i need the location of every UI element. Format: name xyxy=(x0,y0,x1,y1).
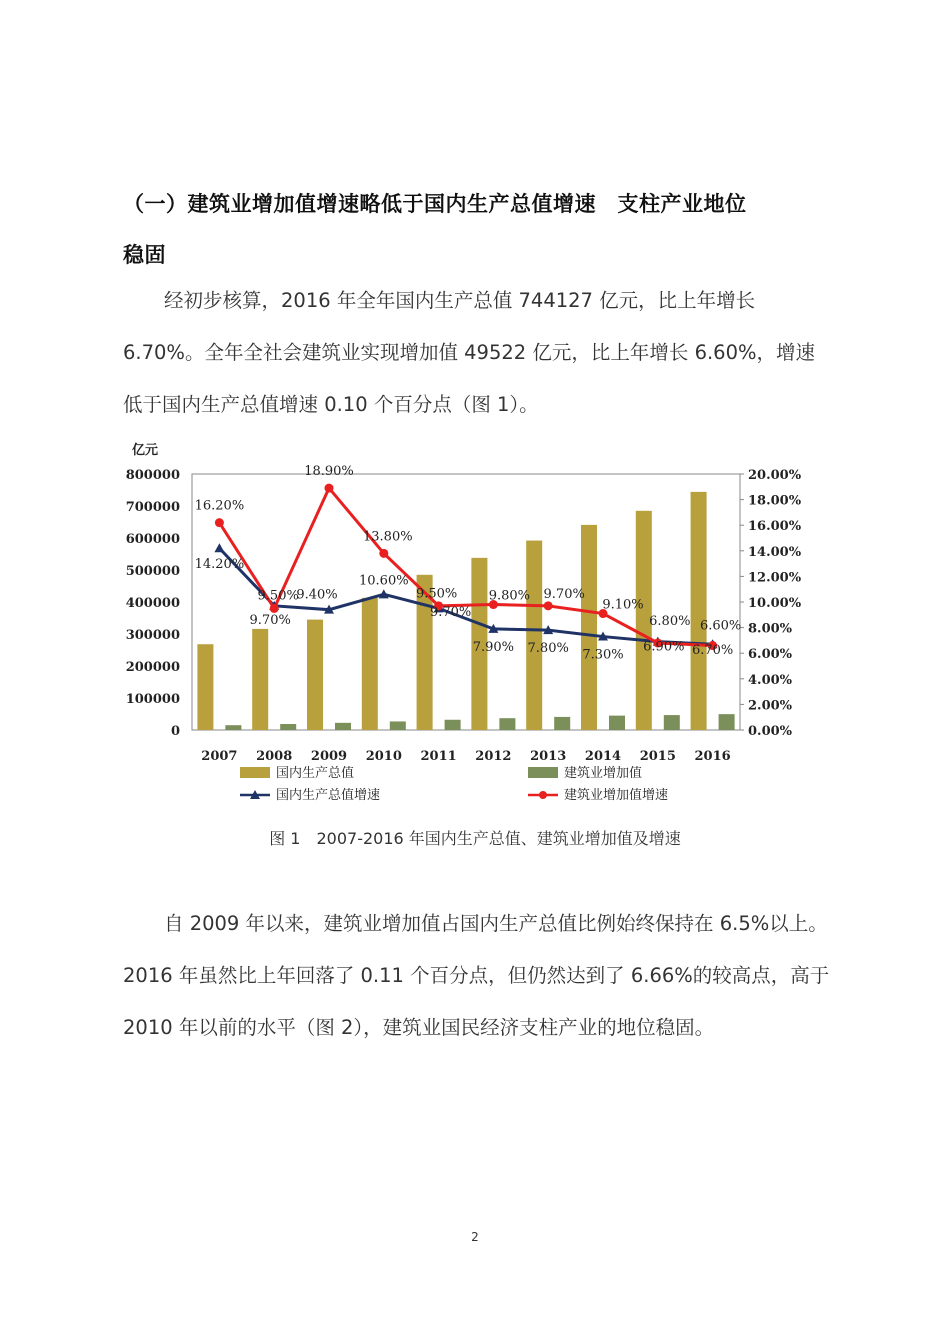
gdp-bar xyxy=(252,629,268,730)
left-axis-unit-label: 亿元 xyxy=(132,443,159,458)
left-axis-tick-label: 100000 xyxy=(125,692,180,707)
gdp-bar xyxy=(197,644,213,730)
x-axis-tick-label: 2010 xyxy=(365,749,402,764)
right-axis-tick-label: 2.00% xyxy=(748,698,793,714)
left-axis-tick-label: 300000 xyxy=(125,628,180,643)
x-axis-tick-label: 2013 xyxy=(530,749,567,764)
gdp-growth-data-label: 6.90% xyxy=(643,639,685,655)
right-axis-tick-label: 20.00% xyxy=(748,468,802,483)
right-axis-tick-label: 10.00% xyxy=(748,596,802,611)
gdp-construction-chart xyxy=(118,432,802,822)
gdp-growth-data-label: 14.20% xyxy=(194,557,245,573)
left-axis-tick-label: 600000 xyxy=(125,532,180,547)
legend-swatch-construction xyxy=(528,767,558,778)
construction-growth-point xyxy=(379,549,388,558)
x-axis-tick-label: 2016 xyxy=(694,749,731,764)
gdp-growth-data-label: 9.40% xyxy=(296,587,338,603)
gdp-bar xyxy=(307,620,323,730)
construction-bar xyxy=(390,721,406,730)
legend-marker-construction-growth xyxy=(539,791,547,799)
right-axis-tick-label: 0.00% xyxy=(748,724,793,739)
construction-growth-data-label: 18.90% xyxy=(304,464,354,480)
x-axis-tick-label: 2008 xyxy=(256,749,293,764)
left-axis-tick-label: 700000 xyxy=(125,500,180,515)
figure-caption: 图 1 2007-2016 年国内生产总值、建筑业增加值及增速 xyxy=(269,829,681,848)
construction-growth-data-label: 9.50% xyxy=(257,588,299,604)
gdp-growth-data-label: 9.50% xyxy=(415,586,458,602)
construction-growth-data-label: 6.80% xyxy=(649,613,691,629)
gdp-growth-data-label: 7.80% xyxy=(527,641,569,657)
gdp-bar xyxy=(691,492,707,730)
right-axis-tick-label: 16.00% xyxy=(748,519,802,535)
construction-bar xyxy=(335,723,351,730)
legend-label-gdp-growth: 国内生产总值增速 xyxy=(276,788,381,803)
legend-label-gdp: 国内生产总值 xyxy=(276,766,355,781)
paragraph-share-summary: 自 2009 年以来，建筑业增加值占国内生产总值比例始终保持在 6.5%以上。2016 年虽然比上年回落了 0.11 个百分点，但仍然达到了 6.66%的较高点，高于 2010 年以前的水平（图 2），建筑业国民经济支柱产业的地位稳固。 xyxy=(123,912,830,1039)
legend-label-construction-growth: 建筑业增加值增速 xyxy=(564,788,669,803)
left-axis-tick-label: 500000 xyxy=(125,564,180,579)
construction-growth-point xyxy=(270,604,279,613)
construction-bar xyxy=(664,715,680,730)
right-axis-tick-label: 18.00% xyxy=(748,493,802,509)
construction-growth-data-label: 9.10% xyxy=(602,597,644,613)
section-title-line1: （一）建筑业增加值增速略低于国内生产总值增速 支柱产业地位 xyxy=(123,192,747,216)
x-axis-tick-label: 2015 xyxy=(639,749,676,764)
construction-growth-point xyxy=(544,601,553,610)
page-number: 2 xyxy=(471,1230,479,1244)
left-axis-tick-label: 0 xyxy=(170,724,180,739)
construction-growth-point xyxy=(325,484,334,493)
gdp-growth-data-label: 9.70% xyxy=(249,612,291,628)
x-axis-tick-label: 2014 xyxy=(584,749,622,764)
gdp-bar xyxy=(526,541,542,730)
x-axis-tick-label: 2012 xyxy=(475,749,512,764)
left-axis-tick-label: 400000 xyxy=(125,596,180,611)
right-axis-tick-label: 8.00% xyxy=(748,621,793,637)
gdp-growth-data-label: 7.90% xyxy=(472,639,515,655)
right-axis-tick-label: 12.00% xyxy=(748,570,802,586)
construction-growth-data-label: 6.60% xyxy=(699,618,742,634)
gdp-bar xyxy=(581,525,597,730)
gdp-bar xyxy=(362,598,378,730)
construction-growth-data-label: 9.70% xyxy=(429,604,472,620)
paragraph-gdp-summary: 经初步核算，2016 年全年国内生产总值 744127 亿元，比上年增长 6.70%。全年全社会建筑业实现增加值 49522 亿元，比上年增长 6.60%，增速低于国内生产总值增速 0.10 个百分点（图 1）。 xyxy=(123,289,816,416)
left-axis-tick-label: 800000 xyxy=(125,468,180,483)
construction-bar xyxy=(445,720,461,730)
gdp-growth-data-label: 6.70% xyxy=(691,643,734,659)
section-title-line2: 稳固 xyxy=(123,243,166,267)
construction-growth-data-label: 9.80% xyxy=(488,588,531,604)
x-axis-tick-label: 2009 xyxy=(310,749,348,764)
construction-growth-point xyxy=(215,518,224,527)
gdp-growth-data-label: 10.60% xyxy=(359,573,409,589)
x-axis-tick-label: 2007 xyxy=(201,749,238,764)
construction-bar xyxy=(609,716,625,730)
construction-bar xyxy=(499,718,515,730)
legend-swatch-gdp xyxy=(240,767,270,778)
right-axis-tick-label: 4.00% xyxy=(748,672,793,688)
legend-label-construction: 建筑业增加值 xyxy=(564,766,643,781)
gdp-growth-point xyxy=(214,543,224,552)
construction-bar xyxy=(280,724,296,730)
left-axis-tick-label: 200000 xyxy=(125,660,180,675)
right-axis-tick-label: 14.00% xyxy=(748,544,802,560)
construction-bar xyxy=(719,714,735,730)
construction-bar xyxy=(554,717,570,730)
x-axis-tick-label: 2011 xyxy=(420,749,457,764)
construction-growth-data-label: 16.20% xyxy=(194,498,245,514)
construction-growth-data-label: 9.70% xyxy=(543,586,585,602)
construction-growth-data-label: 13.80% xyxy=(363,529,413,545)
gdp-growth-data-label: 7.30% xyxy=(582,647,624,663)
right-axis-tick-label: 6.00% xyxy=(748,647,793,663)
construction-bar xyxy=(225,725,241,730)
